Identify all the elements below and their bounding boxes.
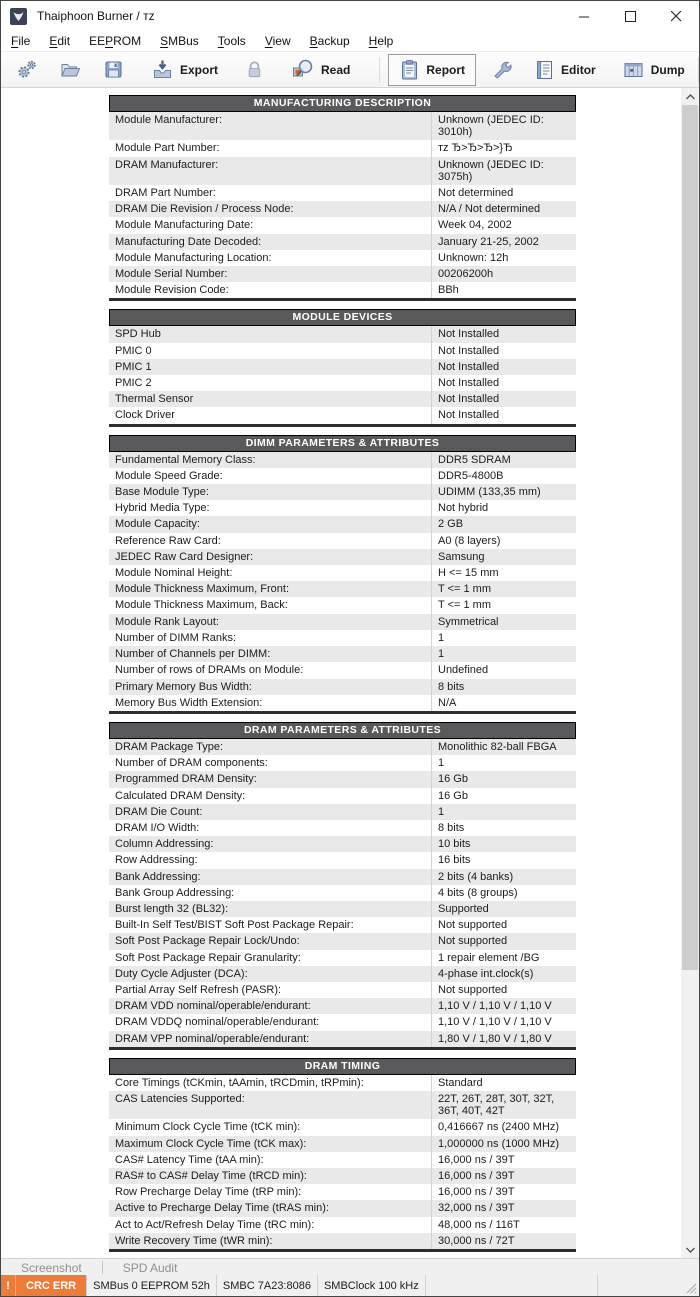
report-row	[109, 695, 576, 711]
report-row	[109, 326, 576, 342]
report-row	[109, 516, 576, 532]
report-row	[109, 739, 576, 755]
row-label: JEDEC Raw Card Designer:	[115, 550, 254, 563]
row-label: Partial Array Self Refresh (PASR):	[115, 983, 282, 996]
row-label: PMIC 1	[115, 360, 152, 373]
row-label: Module Manufacturer:	[115, 114, 222, 126]
row-label: Calculated DRAM Density:	[115, 789, 246, 802]
report-row	[109, 820, 576, 836]
row-value: Not Installed	[431, 391, 576, 407]
report-row	[109, 1031, 576, 1047]
vertical-scrollbar[interactable]	[681, 88, 699, 1258]
editor-icon	[534, 59, 555, 81]
report-row	[109, 565, 576, 581]
report-row	[109, 157, 576, 185]
row-label: Module Rank Layout:	[115, 615, 219, 628]
report-row	[109, 217, 576, 233]
row-value: 32,000 ns / 39T	[431, 1200, 576, 1216]
row-label: Built-In Self Test/BIST Soft Post Package Repair:	[115, 919, 354, 932]
lock-icon	[244, 59, 265, 80]
scroll-down-arrow[interactable]	[681, 1241, 699, 1258]
row-value: 1,10 V / 1,10 V / 1,10 V	[431, 1014, 576, 1030]
row-value: Not hybrid	[431, 500, 576, 516]
report-row	[109, 201, 576, 217]
report-row	[109, 282, 576, 298]
row-label: Number of DIMM Ranks:	[115, 631, 237, 644]
status-smbus: SMBus 0 EEPROM 52h	[87, 1275, 217, 1296]
row-value: Symmetrical	[431, 614, 576, 630]
section-header: DRAM PARAMETERS & ATTRIBUTES	[109, 722, 576, 739]
row-label: Module Thickness Maximum, Back:	[115, 599, 288, 612]
row-label: Minimum Clock Cycle Time (tCK min):	[115, 1121, 301, 1134]
report-row	[109, 869, 576, 885]
window-title: Thaiphoon Burner / тz	[37, 9, 155, 23]
export-button[interactable]	[146, 54, 223, 85]
scrollbar-thumb[interactable]	[682, 105, 698, 970]
export-icon	[151, 58, 174, 81]
row-label: Reference Raw Card:	[115, 534, 221, 547]
row-label: Fundamental Memory Class:	[115, 453, 256, 466]
dump-icon	[622, 59, 645, 81]
report-row	[109, 1136, 576, 1152]
row-value: 1	[431, 646, 576, 662]
row-label: Core Timings (tCKmin, tAAmin, tRCDmin, tRPmin):	[115, 1076, 364, 1089]
menu-edit[interactable]: Edit	[49, 34, 71, 48]
report-row	[109, 630, 576, 646]
report-row	[109, 1233, 576, 1249]
report-row	[109, 250, 576, 266]
menu-smbus[interactable]: SMBus	[160, 34, 199, 48]
row-value: Undefined	[431, 662, 576, 678]
dump-button[interactable]	[617, 55, 690, 85]
row-label: Soft Post Package Repair Lock/Undo:	[115, 935, 300, 948]
row-value: January 21-25, 2002	[431, 234, 576, 250]
row-label: Module Revision Code:	[115, 284, 229, 297]
section-divider	[109, 1047, 576, 1050]
read-icon	[291, 58, 315, 81]
menu-backup[interactable]: Backup	[309, 34, 350, 48]
row-label: Bank Group Addressing:	[115, 886, 235, 899]
settings-button[interactable]	[11, 54, 44, 85]
row-label: Write Recovery Time (tWR min):	[115, 1234, 273, 1247]
report-row	[109, 885, 576, 901]
row-label: Module Capacity:	[115, 518, 200, 531]
menubar	[1, 31, 699, 51]
row-value: 4 bits (8 groups)	[431, 885, 576, 901]
row-value: 2 GB	[431, 516, 576, 532]
report-row	[109, 391, 576, 407]
row-value: 16 Gb	[431, 788, 576, 804]
row-label: Memory Bus Width Extension:	[115, 696, 263, 709]
row-value: Supported	[431, 901, 576, 917]
row-label: Number of DRAM components:	[115, 757, 268, 770]
row-value: BBh	[431, 282, 576, 298]
row-value: 22T, 26T, 28T, 30T, 32T, 36T, 40T, 42T	[431, 1091, 576, 1119]
report-row	[109, 933, 576, 949]
row-value: 1,10 V / 1,10 V / 1,10 V	[431, 998, 576, 1014]
menu-tools[interactable]: Tools	[217, 34, 246, 48]
row-label: Clock Driver	[115, 409, 175, 422]
row-label: DRAM Part Number:	[115, 187, 216, 200]
row-label: Module Nominal Height:	[115, 567, 233, 580]
close-button[interactable]	[653, 1, 699, 31]
section-divider	[109, 1249, 576, 1252]
report-row	[109, 1200, 576, 1216]
row-value: Monolithic 82-ball FBGA	[431, 739, 576, 755]
row-label: Primary Memory Bus Width:	[115, 680, 252, 693]
row-label: Maximum Clock Cycle Time (tCK max):	[115, 1137, 307, 1150]
section-divider	[109, 424, 576, 427]
app-logo-icon	[10, 8, 27, 25]
row-label: Hybrid Media Type:	[115, 502, 210, 515]
report-row	[109, 1119, 576, 1135]
row-value: Not Installed	[431, 407, 576, 423]
row-value: Unknown (JEDEC ID: 3075h)	[431, 157, 576, 185]
report-table	[109, 95, 576, 1258]
report-row	[109, 1152, 576, 1168]
tools-button[interactable]	[486, 54, 519, 85]
tab-spd-audit[interactable]: SPD Audit	[122, 1260, 178, 1275]
menu-help[interactable]: Help	[368, 34, 394, 48]
row-value: 16 Gb	[431, 771, 576, 787]
section-header: MANUFACTURING DESCRIPTION	[109, 95, 576, 112]
row-label: Column Addressing:	[115, 838, 214, 851]
status-smbc: SMBC 7A23:8086	[217, 1275, 318, 1296]
row-label: DRAM VDD nominal/operable/endurant:	[115, 1000, 311, 1013]
report-row	[109, 140, 576, 156]
bottom-tabbar	[1, 1258, 699, 1276]
row-label: Number of rows of DRAMs on Module:	[115, 664, 304, 677]
report-row	[109, 1075, 576, 1091]
report-row	[109, 788, 576, 804]
row-label: Bank Addressing:	[115, 870, 201, 883]
save-button[interactable]	[97, 54, 130, 85]
row-label: DRAM Package Type:	[115, 740, 224, 753]
toolbar-separator	[379, 57, 380, 83]
row-value: Unknown: 12h	[431, 250, 576, 266]
row-value: Samsung	[431, 549, 576, 565]
row-label: CAS# Latency Time (tAA min):	[115, 1153, 264, 1166]
menu-view[interactable]: View	[264, 34, 291, 48]
row-label: RAS# to CAS# Delay Time (tRCD min):	[115, 1169, 307, 1182]
row-label: Manufacturing Date Decoded:	[115, 235, 262, 248]
row-label: Soft Post Package Repair Granularity:	[115, 951, 301, 964]
row-label: Duty Cycle Adjuster (DCA):	[115, 967, 248, 980]
row-label: Base Module Type:	[115, 486, 209, 499]
row-value: тz Ђ>Ђ>Ђ>}Ђ	[431, 140, 576, 156]
row-label: Module Serial Number:	[115, 268, 228, 281]
report-row	[109, 950, 576, 966]
row-value: UDIMM (133,35 mm)	[431, 484, 576, 500]
row-value: DDR5 SDRAM	[431, 452, 576, 468]
report-row	[109, 901, 576, 917]
row-value: 10 bits	[431, 836, 576, 852]
editor-button[interactable]	[529, 55, 601, 85]
section-header: DRAM TIMING	[109, 1058, 576, 1075]
menu-file[interactable]: File	[11, 34, 31, 48]
report-row	[109, 266, 576, 282]
row-label: Act to Act/Refresh Delay Time (tRC min):	[115, 1218, 315, 1231]
report-row	[109, 917, 576, 933]
row-value: Not Installed	[431, 375, 576, 391]
row-value: N/A / Not determined	[431, 201, 576, 217]
section-divider	[109, 298, 576, 301]
report-row	[109, 533, 576, 549]
open-folder-icon	[59, 58, 82, 81]
section-header: MODULE DEVICES	[109, 309, 576, 326]
row-value: Not supported	[431, 982, 576, 998]
section-divider	[109, 711, 576, 714]
row-value: 8 bits	[431, 679, 576, 695]
row-label: DRAM I/O Width:	[115, 821, 200, 834]
row-label: Module Thickness Maximum, Front:	[115, 583, 290, 596]
titlebar	[1, 1, 699, 31]
row-value: 8 bits	[431, 820, 576, 836]
row-value: 1 repair element /BG	[431, 950, 576, 966]
row-value: 16,000 ns / 39T	[431, 1184, 576, 1200]
row-label: Number of Channels per DIMM:	[115, 648, 271, 661]
row-value: 48,000 ns / 116T	[431, 1217, 576, 1233]
row-label: Module Part Number:	[115, 142, 220, 155]
row-label: Module Speed Grade:	[115, 469, 223, 482]
row-value: 1,80 V / 1,80 V / 1,80 V	[431, 1031, 576, 1047]
row-value: T <= 1 mm	[431, 581, 576, 597]
report-icon	[399, 59, 420, 81]
menu-eeprom[interactable]: EEPROM	[89, 34, 142, 48]
crc-error-badge: CRC ERR	[16, 1275, 87, 1296]
report-row	[109, 852, 576, 868]
row-value: Not Installed	[431, 343, 576, 359]
row-value: T <= 1 mm	[431, 597, 576, 613]
export-label: Export	[180, 62, 219, 77]
row-value: 00206200h	[431, 266, 576, 282]
report-row	[109, 185, 576, 201]
report-row	[109, 755, 576, 771]
editor-label: Editor	[561, 62, 596, 77]
alert-badge: !	[1, 1275, 16, 1296]
report-row	[109, 468, 576, 484]
status-empty-segment	[426, 1275, 598, 1296]
row-value: H <= 15 mm	[431, 565, 576, 581]
report-row	[109, 375, 576, 391]
row-value: Unknown (JEDEC ID: 3010h)	[431, 112, 576, 140]
row-label: Row Addressing:	[115, 854, 198, 867]
report-button[interactable]	[388, 54, 476, 86]
row-label: Programmed DRAM Density:	[115, 773, 257, 786]
open-file-button[interactable]	[54, 54, 87, 85]
report-row	[109, 581, 576, 597]
row-value: 30,000 ns / 72T	[431, 1233, 576, 1249]
row-label: Thermal Sensor	[115, 393, 194, 406]
row-value: DDR5-4800B	[431, 468, 576, 484]
report-row	[109, 112, 576, 140]
row-value: 1	[431, 755, 576, 771]
dump-label: Dump	[650, 62, 685, 77]
row-value: Not Installed	[431, 326, 576, 342]
report-row	[109, 679, 576, 695]
row-label: Burst length 32 (BL32):	[115, 902, 229, 915]
row-label: Module Manufacturing Date:	[115, 219, 254, 232]
row-value: N/A	[431, 695, 576, 711]
report-row	[109, 1184, 576, 1200]
maximize-button[interactable]	[607, 1, 653, 31]
report-row	[109, 998, 576, 1014]
read-button[interactable]	[286, 54, 355, 85]
status-smbclock: SMBClock 100 kHz	[318, 1275, 426, 1296]
read-label: Read	[321, 62, 351, 77]
report-row	[109, 966, 576, 982]
report-row	[109, 452, 576, 468]
report-row	[109, 804, 576, 820]
row-label: Row Precharge Delay Time (tRP min):	[115, 1186, 302, 1199]
report-row	[109, 662, 576, 678]
row-label: Active to Precharge Delay Time (tRAS min):	[115, 1202, 329, 1215]
tab-screenshot[interactable]: Screenshot	[21, 1260, 82, 1275]
row-value: 0,416667 ns (2400 MHz)	[431, 1119, 576, 1135]
section-header: DIMM PARAMETERS & ATTRIBUTES	[109, 435, 576, 452]
row-label: PMIC 2	[115, 377, 152, 390]
report-row	[109, 1091, 576, 1119]
toolbar-separator	[698, 57, 699, 83]
row-value: 4-phase int.clock(s)	[431, 966, 576, 982]
resize-grip[interactable]	[685, 1282, 697, 1294]
report-label: Report	[426, 62, 466, 77]
report-row	[109, 1217, 576, 1233]
row-label: CAS Latencies Supported:	[115, 1092, 245, 1105]
row-label: DRAM Die Count:	[115, 805, 203, 818]
report-row	[109, 1014, 576, 1030]
report-row	[109, 597, 576, 613]
report-row	[109, 982, 576, 998]
report-row	[109, 407, 576, 423]
report-pane	[2, 88, 699, 1258]
row-label: SPD Hub	[115, 328, 161, 341]
row-value: Week 04, 2002	[431, 217, 576, 233]
scroll-up-arrow[interactable]	[681, 88, 699, 105]
row-label: PMIC 0	[115, 344, 152, 357]
row-value: A0 (8 layers)	[431, 533, 576, 549]
report-row	[109, 836, 576, 852]
row-value: Standard	[431, 1075, 576, 1091]
row-value: 16 bits	[431, 852, 576, 868]
row-value: Not supported	[431, 917, 576, 933]
row-value: Not Installed	[431, 359, 576, 375]
lock-button[interactable]	[239, 55, 270, 84]
save-icon	[102, 58, 125, 81]
report-row	[109, 484, 576, 500]
report-row	[109, 343, 576, 359]
row-value: Not supported	[431, 933, 576, 949]
toolbar	[1, 51, 699, 88]
row-value: Not determined	[431, 185, 576, 201]
row-value: 16,000 ns / 39T	[431, 1168, 576, 1184]
statusbar	[1, 1275, 699, 1296]
row-label: Module Manufacturing Location:	[115, 251, 272, 264]
report-row	[109, 549, 576, 565]
wrench-icon	[491, 58, 514, 81]
report-row	[109, 771, 576, 787]
row-label: DRAM Manufacturer:	[115, 158, 219, 171]
row-value: 1	[431, 804, 576, 820]
row-value: 1,000000 ns (1000 MHz)	[431, 1136, 576, 1152]
report-row	[109, 646, 576, 662]
row-value: 1	[431, 630, 576, 646]
row-value: 2 bits (4 banks)	[431, 869, 576, 885]
report-row	[109, 500, 576, 516]
gears-icon	[16, 58, 39, 81]
minimize-button[interactable]	[561, 1, 607, 31]
report-row	[109, 359, 576, 375]
row-label: DRAM VDDQ nominal/operable/endurant:	[115, 1016, 320, 1029]
status-filler	[598, 1275, 699, 1296]
report-row	[109, 234, 576, 250]
row-label: DRAM VPP nominal/operable/endurant:	[115, 1032, 310, 1045]
report-row	[109, 1168, 576, 1184]
row-label: DRAM Die Revision / Process Node:	[115, 203, 294, 216]
row-value: 16,000 ns / 39T	[431, 1152, 576, 1168]
report-row	[109, 614, 576, 630]
